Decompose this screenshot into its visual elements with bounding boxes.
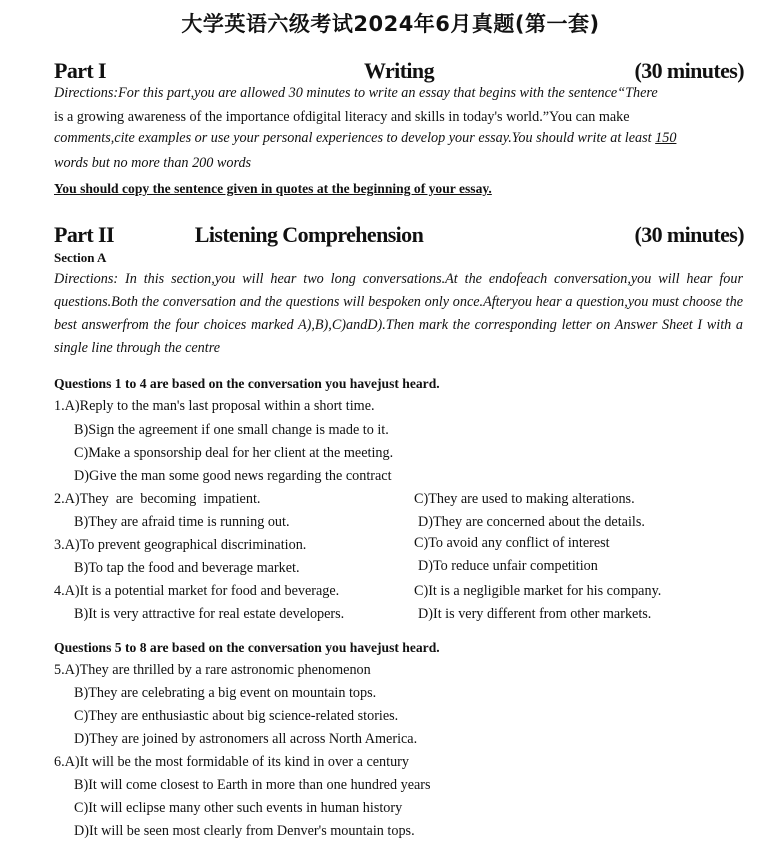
q2-option-c: C)They are used to making alterations. <box>414 491 635 507</box>
part2-name: Listening Comprehension <box>194 222 424 247</box>
part2-number: Part II <box>54 222 114 247</box>
q6-option-c: C)It will eclipse many other such events in human history <box>74 800 403 816</box>
q6-option-a: 6.A)It will be the most formidable of its kind in over a century <box>54 754 409 770</box>
q5-option-c: C)They are enthusiastic about big science-related stories. <box>74 708 399 724</box>
q3-option-a: 3.A)To prevent geographical discrimination. <box>54 537 307 553</box>
part1-directions-line4: words but no more than 200 words <box>54 155 252 171</box>
document-title: 大学英语六级考试2024年6月真题(第一套) <box>181 12 600 36</box>
q1-option-a: 1.A)Reply to the man's last proposal within a short time. <box>54 398 375 414</box>
part2-directions: Directions: In this section,you will hear two long conversations.At the endofeach conversation,you will hear four questions.Both the conversation and the questions will bespoken only once.Afteryou hear a question,you must choose the best answerfrom the four choices marked A),B),C)andD).Then mark the corresponding letter on Answer Sheet I with a single line through the centre <box>54 271 743 356</box>
q1-option-c: C)Make a sponsorship deal for her client at the meeting. <box>74 445 394 461</box>
section-label: Section A <box>54 250 107 265</box>
q5-option-d: D)They are joined by astronomers all across North America. <box>74 731 418 747</box>
part1-time: (30 minutes) <box>634 58 744 83</box>
part1-header <box>54 58 744 86</box>
q1-option-b: B)Sign the agreement if one small change is made to it. <box>74 422 389 438</box>
question-group-2: Questions 5 to 8 are based on the conversation you havejust heard. <box>54 640 440 655</box>
q6-option-d: D)It will be seen most clearly from Denver's mountain tops. <box>74 823 415 839</box>
q4-option-a: 4.A)It is a potential market for food and beverage. <box>54 583 340 599</box>
part1-directions-line2: is a growing awareness of the importance ofdigital literacy and skills in today's world.”You can make <box>54 109 630 125</box>
q3-option-c: C)To avoid any conflict of interest <box>414 535 610 551</box>
word-count-min: 150 <box>655 130 677 146</box>
part1-instruction: You should copy the sentence given in quotes at the beginning of your essay. <box>54 181 492 196</box>
part1-directions-line1: Directions:For this part,you are allowed 30 minutes to write an essay that begins with the sentence“There <box>54 85 658 101</box>
q5-option-b: B)They are celebrating a big event on mountain tops. <box>74 685 377 701</box>
question-group-1: Questions 1 to 4 are based on the conversation you havejust heard. <box>54 376 440 391</box>
part1-directions-line3 <box>54 130 676 147</box>
part1-number: Part I <box>54 58 106 83</box>
part2-time: (30 minutes) <box>634 222 744 247</box>
q4-option-c: C)It is a negligible market for his company. <box>414 583 662 599</box>
q2-option-d: D)They are concerned about the details. <box>418 514 645 530</box>
q4-option-b: B)It is very attractive for real estate developers. <box>74 606 345 622</box>
q1-option-d: D)Give the man some good news regarding the contract <box>74 468 392 484</box>
q3-option-b: B)To tap the food and beverage market. <box>74 560 300 576</box>
q3-option-d: D)To reduce unfair competition <box>418 558 598 574</box>
part1-directions-line3-text: comments,cite examples or use your personal experiences to develop your essay.You should write at least <box>54 130 656 146</box>
q6-option-b: B)It will come closest to Earth in more than one hundred years <box>74 777 431 793</box>
q2-option-b: B)They are afraid time is running out. <box>74 514 290 530</box>
part1-name: Writing <box>364 58 434 83</box>
q4-option-d: D)It is very different from other markets. <box>418 606 652 622</box>
q5-option-a: 5.A)They are thrilled by a rare astronomic phenomenon <box>54 662 371 678</box>
q2-option-a: 2.A)They are becoming impatient. <box>54 491 261 507</box>
part2-header <box>54 222 744 250</box>
